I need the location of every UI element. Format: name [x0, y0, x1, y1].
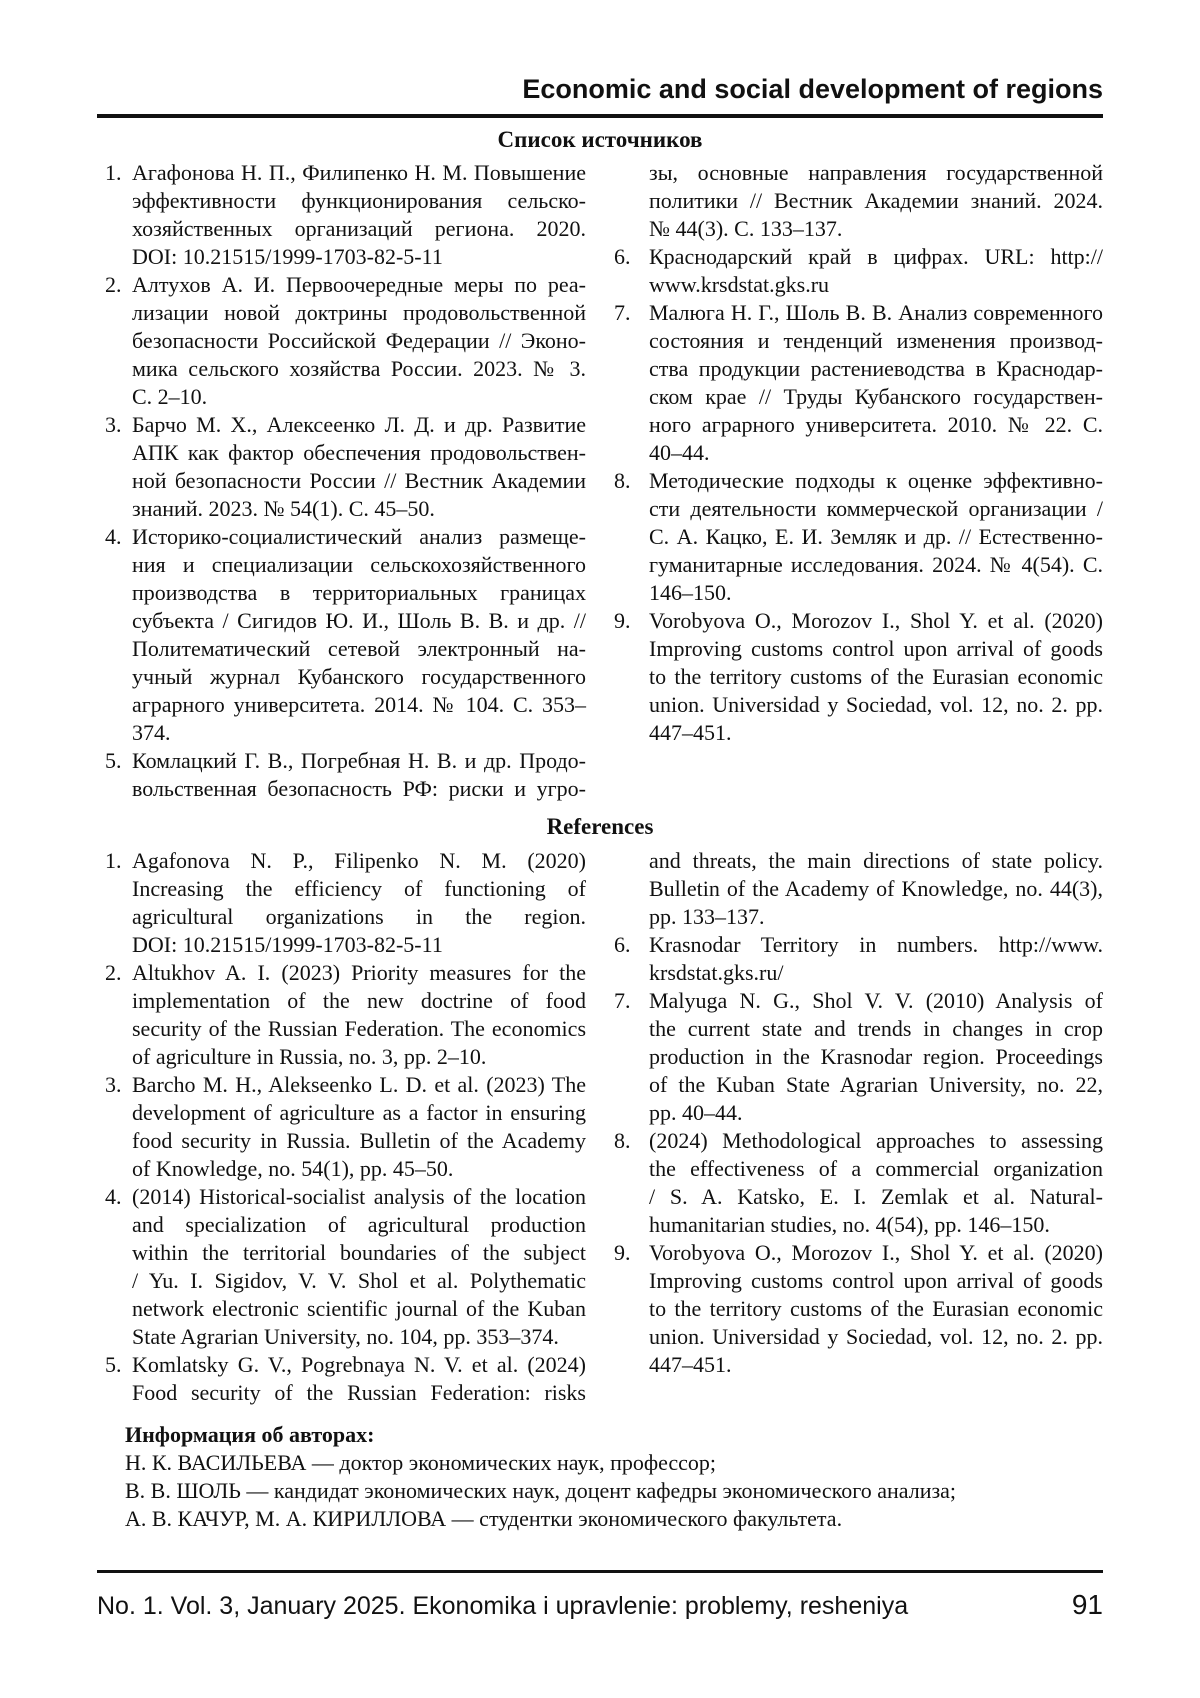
reference-line: ной безопасности России // Вестник Академии — [132, 468, 586, 493]
reference-line: 374. — [132, 720, 171, 745]
footer — [97, 1590, 1103, 1621]
reference-line: to the territory customs of the Eurasian economic — [649, 1296, 1103, 1321]
reference-line: (2014) Historical-socialist analysis of the location — [132, 1184, 586, 1209]
reference-item — [97, 523, 586, 747]
reference-item — [97, 847, 586, 959]
reference-number: 8. — [614, 468, 631, 493]
reference-line: of agriculture in Russia, no. 3, pp. 2–10. — [132, 1044, 487, 1069]
reference-line: хозяйственных организаций региона. 2020. — [132, 216, 586, 241]
reference-line: (2024) Methodological approaches to assessing — [649, 1128, 1103, 1153]
reference-line: вольственная безопасность РФ: риски и угро- — [132, 776, 586, 801]
reference-line: of Knowledge, no. 54(1), pp. 45–50. — [132, 1156, 454, 1181]
reference-line: humanitarian studies, no. 4(54), pp. 146–150. — [649, 1212, 1050, 1237]
reference-number: 8. — [614, 1128, 631, 1153]
reference-line: and specialization of agricultural production — [132, 1212, 586, 1237]
author-line: В. В. ШОЛЬ — кандидат экономических наук, доцент кафедры экономического анализа; — [125, 1478, 957, 1503]
reference-line: Altukhov A. I. (2023) Priority measures for the — [132, 960, 586, 985]
reference-item — [97, 411, 586, 523]
reference-line: / S. A. Katsko, E. I. Zemlak et al. Natural- — [649, 1184, 1103, 1209]
reference-line: food security in Russia. Bulletin of the Academy — [132, 1128, 586, 1153]
reference-line: ском крае // Труды Кубанского государствен- — [649, 384, 1103, 409]
reference-line: субъекта / Сигидов Ю. И., Шоль В. В. и др. // — [132, 608, 586, 633]
reference-number: 6. — [614, 244, 631, 269]
reference-line: Food security of the Russian Federation: risks — [132, 1380, 586, 1405]
reference-item — [612, 1127, 1103, 1239]
authors-info-lines — [125, 1449, 1103, 1533]
reference-text — [649, 847, 1103, 931]
reference-number: 1. — [105, 160, 122, 185]
reference-line: pp. 40–44. — [649, 1100, 743, 1125]
reference-number: 5. — [105, 748, 122, 773]
reference-line: 40–44. — [649, 440, 710, 465]
reference-line: Малюга Н. Г., Шоль В. В. Анализ современного — [649, 300, 1103, 325]
reference-line: Алтухов А. И. Первоочередные меры по реа- — [132, 272, 586, 297]
reference-line: krsdstat.gks.ru/ — [649, 960, 784, 985]
reference-text — [649, 1239, 1103, 1379]
reference-line: политики // Вестник Академии знаний. 2024. — [649, 188, 1103, 213]
reference-line: agricultural organizations in the region. — [132, 904, 586, 929]
reference-number: 9. — [614, 1240, 631, 1265]
reference-line: implementation of the new doctrine of food — [132, 988, 586, 1013]
reference-item — [97, 747, 586, 803]
references-en-left-column — [97, 847, 586, 1407]
reference-text — [649, 467, 1103, 607]
reference-line: знаний. 2023. № 54(1). С. 45–50. — [132, 496, 435, 521]
reference-line: 447–451. — [649, 1352, 732, 1377]
reference-line: зы, основные направления государственной — [649, 160, 1103, 185]
reference-item — [612, 159, 1103, 243]
reference-text — [649, 1127, 1103, 1239]
reference-line: № 44(3). С. 133–137. — [649, 216, 843, 241]
running-head: Economic and social development of regions — [522, 74, 1103, 104]
reference-line: security of the Russian Federation. The economics — [132, 1016, 586, 1041]
reference-item — [97, 271, 586, 411]
reference-item — [612, 931, 1103, 987]
reference-item — [612, 467, 1103, 607]
header-rule — [97, 114, 1103, 118]
reference-text — [132, 159, 586, 271]
reference-line: Комлацкий Г. В., Погребная Н. В. и др. Продо- — [132, 748, 586, 773]
reference-line: ного аграрного университета. 2010. № 22. С. — [649, 412, 1103, 437]
reference-number: 4. — [105, 524, 122, 549]
reference-line: development of agriculture as a factor in ensuring — [132, 1100, 586, 1125]
reference-line: Malyuga N. G., Shol V. V. (2010) Analysis of — [649, 988, 1103, 1013]
reference-item — [612, 1239, 1103, 1379]
reference-number: 1. — [105, 848, 122, 873]
reference-number: 2. — [105, 272, 122, 297]
page-number: 91 — [1071, 1589, 1103, 1620]
reference-line: С. 2–10. — [132, 384, 208, 409]
reference-line: ния и специализации сельскохозяйственного — [132, 552, 586, 577]
reference-line: Increasing the efficiency of functioning of — [132, 876, 586, 901]
reference-line: Краснодарский край в цифрах. URL: http:// — [649, 244, 1103, 269]
reference-line: учный журнал Кубанского государственного — [132, 664, 586, 689]
reference-line: 447–451. — [649, 720, 732, 745]
reference-text — [649, 243, 1103, 299]
reference-line: of the Kuban State Agrarian University, no. 22, — [649, 1072, 1103, 1097]
references-heading-en: References — [546, 814, 654, 839]
reference-number: 3. — [105, 1072, 122, 1097]
authors-info — [125, 1421, 1103, 1533]
references-en-columns — [97, 847, 1103, 1407]
reference-number: 7. — [614, 988, 631, 1013]
reference-text — [132, 959, 586, 1071]
reference-line: эффективности функционирования сельско- — [132, 188, 586, 213]
reference-number: 7. — [614, 300, 631, 325]
reference-line: the current state and trends in changes in crop — [649, 1016, 1103, 1041]
reference-text — [132, 411, 586, 523]
reference-line: Методические подходы к оценке эффективно- — [649, 468, 1103, 493]
reference-text — [132, 523, 586, 747]
reference-text — [132, 271, 586, 411]
reference-item — [97, 1071, 586, 1183]
reference-line: Improving customs control upon arrival of goods — [649, 1268, 1103, 1293]
reference-number: 5. — [105, 1352, 122, 1377]
reference-line: network electronic scientific journal of the Kuban — [132, 1296, 586, 1321]
reference-line: Krasnodar Territory in numbers. http://www. — [649, 932, 1103, 957]
reference-number: 3. — [105, 412, 122, 437]
reference-line: С. А. Кацко, Е. И. Земляк и др. // Естественно- — [649, 524, 1103, 549]
reference-item — [97, 959, 586, 1071]
reference-number: 2. — [105, 960, 122, 985]
reference-text — [649, 987, 1103, 1127]
reference-item — [612, 299, 1103, 467]
reference-item — [612, 987, 1103, 1127]
reference-line: Агафонова Н. П., Филипенко Н. М. Повышение — [132, 160, 586, 185]
reference-number: 4. — [105, 1184, 122, 1209]
references-en-right-column — [612, 847, 1103, 1407]
author-line: Н. К. ВАСИЛЬЕВА — доктор экономических наук, профессор; — [125, 1450, 717, 1475]
reference-line: лизации новой доктрины продовольственной — [132, 300, 586, 325]
reference-text — [132, 847, 586, 959]
reference-item — [612, 847, 1103, 931]
reference-line: аграрного университета. 2014. № 104. С. 353– — [132, 692, 586, 717]
reference-line: гуманитарные исследования. 2024. № 4(54). С. — [649, 552, 1103, 577]
reference-text — [649, 931, 1103, 987]
reference-item — [612, 243, 1103, 299]
reference-line: Agafonova N. P., Filipenko N. M. (2020) — [132, 848, 586, 873]
reference-text — [132, 1351, 586, 1407]
reference-line: union. Universidad y Sociedad, vol. 12, no. 2. pp. — [649, 1324, 1103, 1349]
footer-rule — [97, 1570, 1103, 1573]
reference-line: Историко-социалистический анализ размеще- — [132, 524, 586, 549]
reference-text — [649, 159, 1103, 243]
reference-line: State Agrarian University, no. 104, pp. 353–374. — [132, 1324, 559, 1349]
reference-line: Barcho M. H., Alekseenko L. D. et al. (2023) The — [132, 1072, 586, 1097]
reference-line: the effectiveness of a commercial organization — [649, 1156, 1103, 1181]
reference-line: Komlatsky G. V., Pogrebnaya N. V. et al. (2024) — [132, 1352, 586, 1377]
reference-text — [649, 299, 1103, 467]
reference-line: union. Universidad y Sociedad, vol. 12, no. 2. pp. — [649, 692, 1103, 717]
reference-item — [97, 1351, 586, 1407]
reference-line: АПК как фактор обеспечения продовольствен- — [132, 440, 586, 465]
reference-text — [649, 607, 1103, 747]
reference-line: DOI: 10.21515/1999-1703-82-5-11 — [132, 932, 443, 957]
sources-ru-left-column — [97, 159, 586, 803]
footer-issue-info: No. 1. Vol. 3, January 2025. Ekonomika i upravlenie: problemy, resheniya — [97, 1592, 909, 1620]
reference-text — [132, 1071, 586, 1183]
author-line: А. В. КАЧУР, М. А. КИРИЛЛОВА — студентки экономического факультета. — [125, 1506, 843, 1531]
reference-item — [612, 607, 1103, 747]
reference-number: 6. — [614, 932, 631, 957]
reference-line: Политематический сетевой электронный на- — [132, 636, 586, 661]
reference-line: ства продукции растениеводства в Краснодар- — [649, 356, 1103, 381]
sources-ru-columns — [97, 159, 1103, 803]
reference-line: Барчо М. Х., Алексеенко Л. Д. и др. Развитие — [132, 412, 586, 437]
reference-line: мика сельского хозяйства России. 2023. № 3. — [132, 356, 586, 381]
reference-number — [612, 159, 649, 243]
reference-line: 146–150. — [649, 580, 732, 605]
reference-number — [612, 847, 649, 931]
reference-line: pp. 133–137. — [649, 904, 765, 929]
reference-line: безопасности Российской Федерации // Эконо- — [132, 328, 586, 353]
reference-line: производства в территориальных границах — [132, 580, 586, 605]
reference-line: and threats, the main directions of state policy. — [649, 848, 1103, 873]
sources-ru-right-column — [612, 159, 1103, 803]
reference-line: сти деятельности коммерческой организации / — [649, 496, 1103, 521]
reference-line: DOI: 10.21515/1999-1703-82-5-11 — [132, 244, 443, 269]
reference-line: Vorobyova O., Morozov I., Shol Y. et al. (2020) — [649, 608, 1103, 633]
reference-number: 9. — [614, 608, 631, 633]
authors-info-heading: Информация об авторах: — [125, 1422, 375, 1447]
reference-line: to the territory customs of the Eurasian economic — [649, 664, 1103, 689]
reference-text — [132, 1183, 586, 1351]
reference-line: production in the Krasnodar region. Proceedings — [649, 1044, 1103, 1069]
reference-line: Bulletin of the Academy of Knowledge, no. 44(3), — [649, 876, 1103, 901]
reference-line: Vorobyova O., Morozov I., Shol Y. et al. (2020) — [649, 1240, 1103, 1265]
reference-text — [132, 747, 586, 803]
reference-item — [97, 159, 586, 271]
sources-heading-ru: Список источников — [497, 127, 703, 152]
reference-line: состояния и тенденций изменения производ- — [649, 328, 1103, 353]
reference-line: Improving customs control upon arrival of goods — [649, 636, 1103, 661]
reference-line: / Yu. I. Sigidov, V. V. Shol et al. Polythematic — [132, 1268, 586, 1293]
reference-item — [97, 1183, 586, 1351]
reference-line: www.krsdstat.gks.ru — [649, 272, 830, 297]
reference-line: within the territorial boundaries of the subject — [132, 1240, 586, 1265]
